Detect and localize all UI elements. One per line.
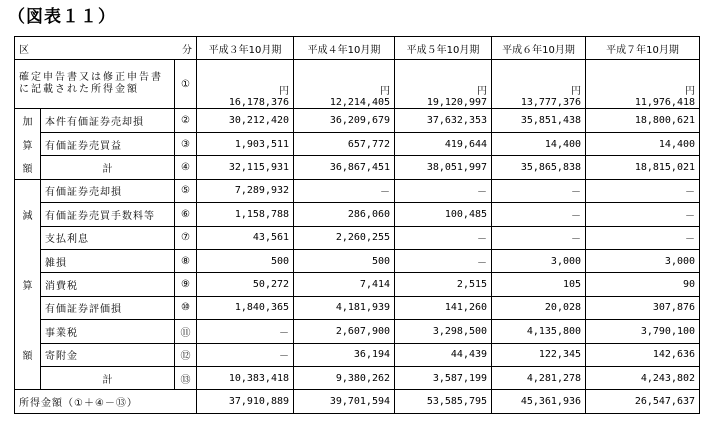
row-label: 雑損 bbox=[41, 249, 175, 272]
row-mark: ④ bbox=[175, 156, 197, 179]
value-cell: － bbox=[395, 179, 492, 202]
value-cell: 35,865,838 bbox=[492, 156, 586, 179]
value-cell: 38,051,997 bbox=[395, 156, 492, 179]
value-cell: 7,289,932 bbox=[197, 179, 294, 202]
row-mark: ⑬ bbox=[175, 367, 197, 390]
value-cell: 43,561 bbox=[197, 226, 294, 249]
value-cell: 3,000 bbox=[492, 249, 586, 272]
row-label: 有価証券売買手数料等 bbox=[41, 203, 175, 226]
header-category-cell bbox=[15, 37, 197, 60]
row-mark: ⑦ bbox=[175, 226, 197, 249]
sub-group-cell bbox=[15, 249, 41, 272]
value-cell: 10,383,418 bbox=[197, 367, 294, 390]
value-cell: 18,815,021 bbox=[586, 156, 700, 179]
add-group-cell: 額 bbox=[15, 156, 41, 179]
value-cell: 286,060 bbox=[294, 203, 395, 226]
header-period: 平成３年10月期 bbox=[197, 37, 294, 60]
value-cell: 36,867,451 bbox=[294, 156, 395, 179]
row-mark: ⑫ bbox=[175, 343, 197, 366]
row-mark: ⑧ bbox=[175, 249, 197, 272]
table-row bbox=[15, 320, 700, 343]
unit-label: 円 bbox=[685, 86, 696, 98]
value-cell: 32,115,931 bbox=[197, 156, 294, 179]
header-period: 平成５年10月期 bbox=[395, 37, 492, 60]
value-cell: － bbox=[586, 226, 700, 249]
value-cell bbox=[395, 60, 492, 109]
value-cell: 4,281,278 bbox=[492, 367, 586, 390]
table-row bbox=[15, 203, 700, 226]
value-cell: 1,158,788 bbox=[197, 203, 294, 226]
value-cell: 419,644 bbox=[395, 132, 492, 155]
total-value-cell: 37,910,889 bbox=[197, 390, 294, 414]
value-cell: 3,298,500 bbox=[395, 320, 492, 343]
value-cell: － bbox=[492, 203, 586, 226]
total-value-cell: 45,361,936 bbox=[492, 390, 586, 414]
value-cell: 20,028 bbox=[492, 296, 586, 319]
sub-group-cell bbox=[15, 296, 41, 319]
table-row bbox=[15, 132, 700, 155]
value-cell: 500 bbox=[294, 249, 395, 272]
value-text: 16,178,376 bbox=[228, 97, 290, 109]
value-text: 12,214,405 bbox=[329, 97, 391, 109]
row-label: 計 bbox=[41, 156, 175, 179]
value-cell: 2,515 bbox=[395, 273, 492, 296]
table-row bbox=[15, 343, 700, 366]
row-label: 有価証券売却損 bbox=[41, 179, 175, 202]
value-cell: 657,772 bbox=[294, 132, 395, 155]
value-cell: 35,851,438 bbox=[492, 109, 586, 132]
row-mark: ③ bbox=[175, 132, 197, 155]
value-cell bbox=[492, 60, 586, 109]
sub-group-cell bbox=[15, 320, 41, 343]
value-cell: 2,607,900 bbox=[294, 320, 395, 343]
value-cell: 1,903,511 bbox=[197, 132, 294, 155]
unit-label: 円 bbox=[571, 86, 582, 98]
row-label: 本件有価証券売却損 bbox=[41, 109, 175, 132]
total-row bbox=[15, 390, 700, 414]
value-cell: 1,840,365 bbox=[197, 296, 294, 319]
header-period: 平成６年10月期 bbox=[492, 37, 586, 60]
row-label: 寄附金 bbox=[41, 343, 175, 366]
value-cell: 9,380,262 bbox=[294, 367, 395, 390]
value-cell: － bbox=[492, 179, 586, 202]
value-text: 13,777,376 bbox=[520, 97, 582, 109]
value-cell: 2,260,255 bbox=[294, 226, 395, 249]
value-text: 11,976,418 bbox=[634, 97, 696, 109]
value-cell: 4,135,800 bbox=[492, 320, 586, 343]
value-cell: 18,800,621 bbox=[586, 109, 700, 132]
value-cell: 105 bbox=[492, 273, 586, 296]
value-cell: 4,181,939 bbox=[294, 296, 395, 319]
value-cell: 4,243,802 bbox=[586, 367, 700, 390]
value-cell: 142,636 bbox=[586, 343, 700, 366]
value-cell: － bbox=[492, 226, 586, 249]
value-cell: 7,414 bbox=[294, 273, 395, 296]
row-label bbox=[15, 60, 175, 109]
value-cell: 36,209,679 bbox=[294, 109, 395, 132]
row-label: 事業税 bbox=[41, 320, 175, 343]
value-cell: 14,400 bbox=[492, 132, 586, 155]
header-row bbox=[15, 37, 700, 60]
value-text: 19,120,997 bbox=[426, 97, 488, 109]
value-cell: 14,400 bbox=[586, 132, 700, 155]
value-cell: 100,485 bbox=[395, 203, 492, 226]
total-value-cell: 26,547,637 bbox=[586, 390, 700, 414]
row-label: 消費税 bbox=[41, 273, 175, 296]
sub-group-cell: 算 bbox=[15, 273, 41, 296]
unit-label: 円 bbox=[477, 86, 488, 98]
value-cell: 44,439 bbox=[395, 343, 492, 366]
row-mark: ⑨ bbox=[175, 273, 197, 296]
row-label: 有価証券売買益 bbox=[41, 132, 175, 155]
value-cell: － bbox=[197, 343, 294, 366]
value-cell: 3,587,199 bbox=[395, 367, 492, 390]
value-cell bbox=[197, 60, 294, 109]
total-value-cell: 39,701,594 bbox=[294, 390, 395, 414]
income-table bbox=[14, 36, 700, 414]
value-cell: 30,212,420 bbox=[197, 109, 294, 132]
header-left-label: 区 bbox=[19, 44, 29, 56]
value-cell bbox=[586, 60, 700, 109]
table-row bbox=[15, 249, 700, 272]
table-row bbox=[15, 367, 700, 390]
sub-group-cell bbox=[15, 226, 41, 249]
value-cell: － bbox=[395, 249, 492, 272]
unit-label: 円 bbox=[380, 86, 391, 98]
unit-label: 円 bbox=[279, 86, 290, 98]
sub-group-cell: 額 bbox=[15, 343, 41, 366]
add-group-cell: 算 bbox=[15, 132, 41, 155]
value-cell: 3,000 bbox=[586, 249, 700, 272]
row-mark: ⑩ bbox=[175, 296, 197, 319]
figure-title: （図表１１） bbox=[8, 7, 116, 27]
table-row bbox=[15, 226, 700, 249]
row-mark: ⑥ bbox=[175, 203, 197, 226]
value-cell bbox=[294, 60, 395, 109]
value-cell: － bbox=[395, 226, 492, 249]
sub-group-cell bbox=[15, 179, 41, 202]
row-label: 支払利息 bbox=[41, 226, 175, 249]
row-label-text: 確定申告書又は修正申告書に記載された所得金額 bbox=[19, 72, 163, 96]
value-cell: 307,876 bbox=[586, 296, 700, 319]
table-row bbox=[15, 156, 700, 179]
total-value-cell: 53,585,795 bbox=[395, 390, 492, 414]
row-mark: ⑤ bbox=[175, 179, 197, 202]
value-cell: － bbox=[197, 320, 294, 343]
sub-group-cell: 減 bbox=[15, 203, 41, 226]
value-cell: － bbox=[294, 179, 395, 202]
value-cell: 500 bbox=[197, 249, 294, 272]
value-cell: 36,194 bbox=[294, 343, 395, 366]
table-row bbox=[15, 273, 700, 296]
header-period: 平成４年10月期 bbox=[294, 37, 395, 60]
row-label: 計 bbox=[41, 367, 175, 390]
table-row bbox=[15, 60, 700, 109]
total-label: 所得金額（①＋④－⑬） bbox=[15, 390, 197, 414]
value-cell: 141,260 bbox=[395, 296, 492, 319]
value-cell: 50,272 bbox=[197, 273, 294, 296]
value-cell: 3,790,100 bbox=[586, 320, 700, 343]
value-cell: － bbox=[586, 203, 700, 226]
header-right-label: 分 bbox=[182, 44, 193, 56]
value-cell: － bbox=[586, 179, 700, 202]
header-period: 平成７年10月期 bbox=[586, 37, 700, 60]
value-cell: 122,345 bbox=[492, 343, 586, 366]
row-mark: ① bbox=[175, 60, 197, 109]
row-label: 有価証券評価損 bbox=[41, 296, 175, 319]
value-cell: 37,632,353 bbox=[395, 109, 492, 132]
row-mark: ⑪ bbox=[175, 320, 197, 343]
value-cell: 90 bbox=[586, 273, 700, 296]
table-row bbox=[15, 109, 700, 132]
row-mark: ② bbox=[175, 109, 197, 132]
table-row bbox=[15, 296, 700, 319]
sub-group-cell bbox=[15, 367, 41, 390]
add-group-cell: 加 bbox=[15, 109, 41, 132]
table-row bbox=[15, 179, 700, 202]
